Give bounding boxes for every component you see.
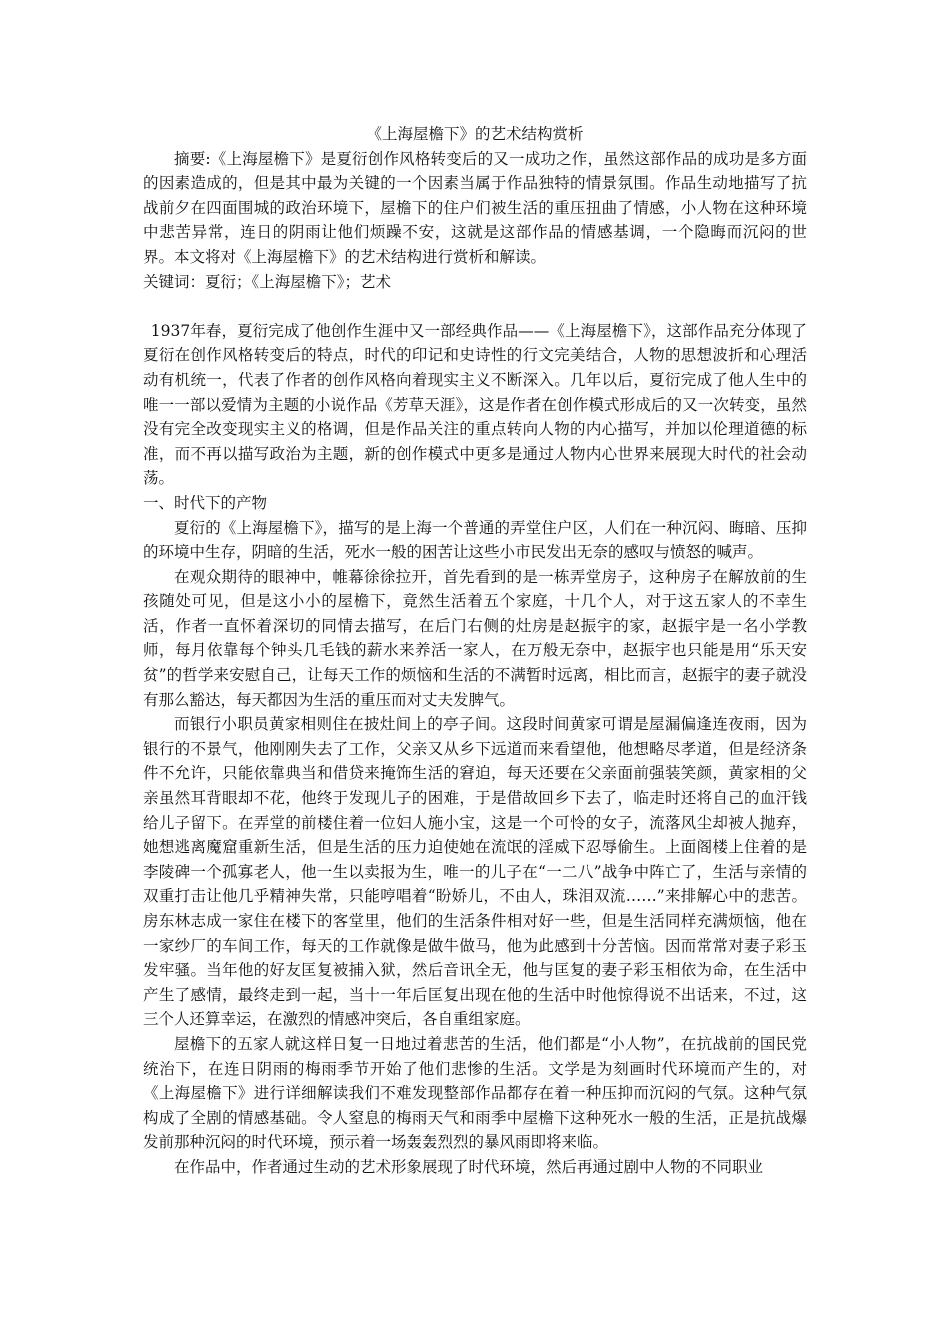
- document-page: [143, 122, 807, 1180]
- body-paragraph-5: 在作品中，作者通过生动的艺术形象展现了时代环境，然后再通过剧中人物的不同职业: [174, 1157, 764, 1176]
- blank-line: [143, 294, 807, 319]
- document-title: 《上海屋檐下》的艺术结构赏析: [366, 125, 584, 143]
- body-paragraph-1: 夏衍的《上海屋檐下》，描写的是上海一个普通的弄堂住户区，人们在一种沉闷、晦暗、压抑的环境中生存，阴暗的生活，死水一般的困苦让这些小市民发出无奈的感叹与愤怒的喊声。: [143, 518, 807, 562]
- body-paragraph-2: 在观众期待的眼神中，帷幕徐徐拉开，首先看到的是一栋弄堂房子，这种房子在解放前的生孩随处可见，但是这小小的屋檐下，竟然生活着五个家庭，十几个人，对于这五家人的不幸生活，作者一直怀着深切的同情去描写，在后门右侧的灶房是赵振宇的家，赵振宇是一名小学教师，每月依靠每个钟头几毛钱的薪水来养活一家人，在万般无奈中，赵振宇也只能是用“乐天安贫”的哲学来安慰自己，让每天工作的烦恼和生活的不满暂时远离，相比而言，赵振宇的妻子就没有那么豁达，每天都因为生活的重压而对丈夫发脾气。: [143, 567, 807, 709]
- intro-paragraph: 1937年春，夏衍完成了他创作生涯中又一部经典作品——《上海屋檐下》，这部作品充分体现了夏衍在创作风格转变后的特点，时代的印记和史诗性的行文完美结合，人物的思想波折和心理活动有机统一，代表了作者的创作风格向着现实主义不断深入。几年以后，夏衍完成了他人生中的唯一一部以爱情为主题的小说作品《芳草天涯》，这是作者在创作模式形成后的又一次转变，虽然没有完全改变现实主义的格调，但是作品关注的重点转向人物的内心描写，并加以伦理道德的标准，而不再以描写政治为主题，新的创作模式中更多是通过人物内心世界来展现大时代的社会动荡。: [143, 321, 807, 488]
- keywords-line: 关键词：夏衍；《上海屋檐下》；艺术: [143, 272, 392, 291]
- abstract-paragraph: 摘要:《上海屋檐下》是夏衍创作风格转变后的又一成功之作，虽然这部作品的成功是多方面的因素造成的，但是其中最为关键的一个因素当属于作品独特的情景氛围。作品生动地描写了抗战前夕在四面围城的政治环境下，屋檐下的住户们被生活的重压扭曲了情感，小人物在这种环境中悲苦异常，连日的阴雨让他们烦躁不安，这就是这部作品的情感基调，一个隐晦而沉闷的世界。本文将对《上海屋檐下》的艺术结构进行赏析和解读。: [143, 149, 807, 266]
- body-paragraph-4: 屋檐下的五家人就这样日复一日地过着悲苦的生活，他们都是“小人物”，在抗战前的国民党统治下，在连日阴雨的梅雨季节开始了他们悲惨的生活。文学是为刻画时代环境而产生的，对《上海屋檐下》进行详细解读我们不难发现整部作品都存在着一种压抑而沉闷的气氛。这种气氛构成了全剧的情感基础。令人窒息的梅雨天气和雨季中屋檐下这种死水一般的生活，正是抗战爆发前那种沉闷的时代环境，预示着一场轰轰烈烈的暴风雨即将来临。: [143, 1034, 807, 1152]
- body-paragraph-3: 而银行小职员黄家相则住在披灶间上的亭子间。这段时间黄家可谓是屋漏偏逢连夜雨，因为银行的不景气，他刚刚失去了工作，父亲又从乡下远道而来看望他，他想略尽孝道，但是经济条件不允许，只能依靠典当和借贷来掩饰生活的窘迫，每天还要在父亲面前强装笑颜，黄家相的父亲虽然耳背眼却不花，他终于发现儿子的困难，于是借故回乡下去了，临走时还将自己的血汗钱给儿子留下。在弄堂的前楼住着一位妇人施小宝，这是一个可怜的女子，流落风尘却被人抛弃，她想逃离魔窟重新生活，但是生活的压力迫使她在流氓的淫威下忍辱偷生。上面阁楼上住着的是李陵碑一个孤寡老人，他一生以卖报为生，唯一的儿子在“一二八”战争中阵亡了，生活与亲情的双重打击让他几乎精神失常，只能哼唱着“盼娇儿，不由人，珠泪双流……”来排解心中的悲苦。房东林志成一家住在楼下的客堂里，他们的生活条件相对好一些，但是生活同样充满烦恼，他在一家纱厂的车间工作，每天的工作就像是做牛做马，他为此感到十分苦恼。因而常常对妻子彩玉发牢骚。当年他的好友匡复被捕入狱，然后音讯全无，他与匡复的妻子彩玉相依为命，在生活中产生了感情，最终走到一起，当十一年后匡复出现在他的生活中时他惊得说不出话来，不过，这三个人还算幸运，在激烈的情感冲突后，各自重组家庭。: [143, 715, 807, 1029]
- section-heading: 一、时代下的产物: [143, 493, 268, 512]
